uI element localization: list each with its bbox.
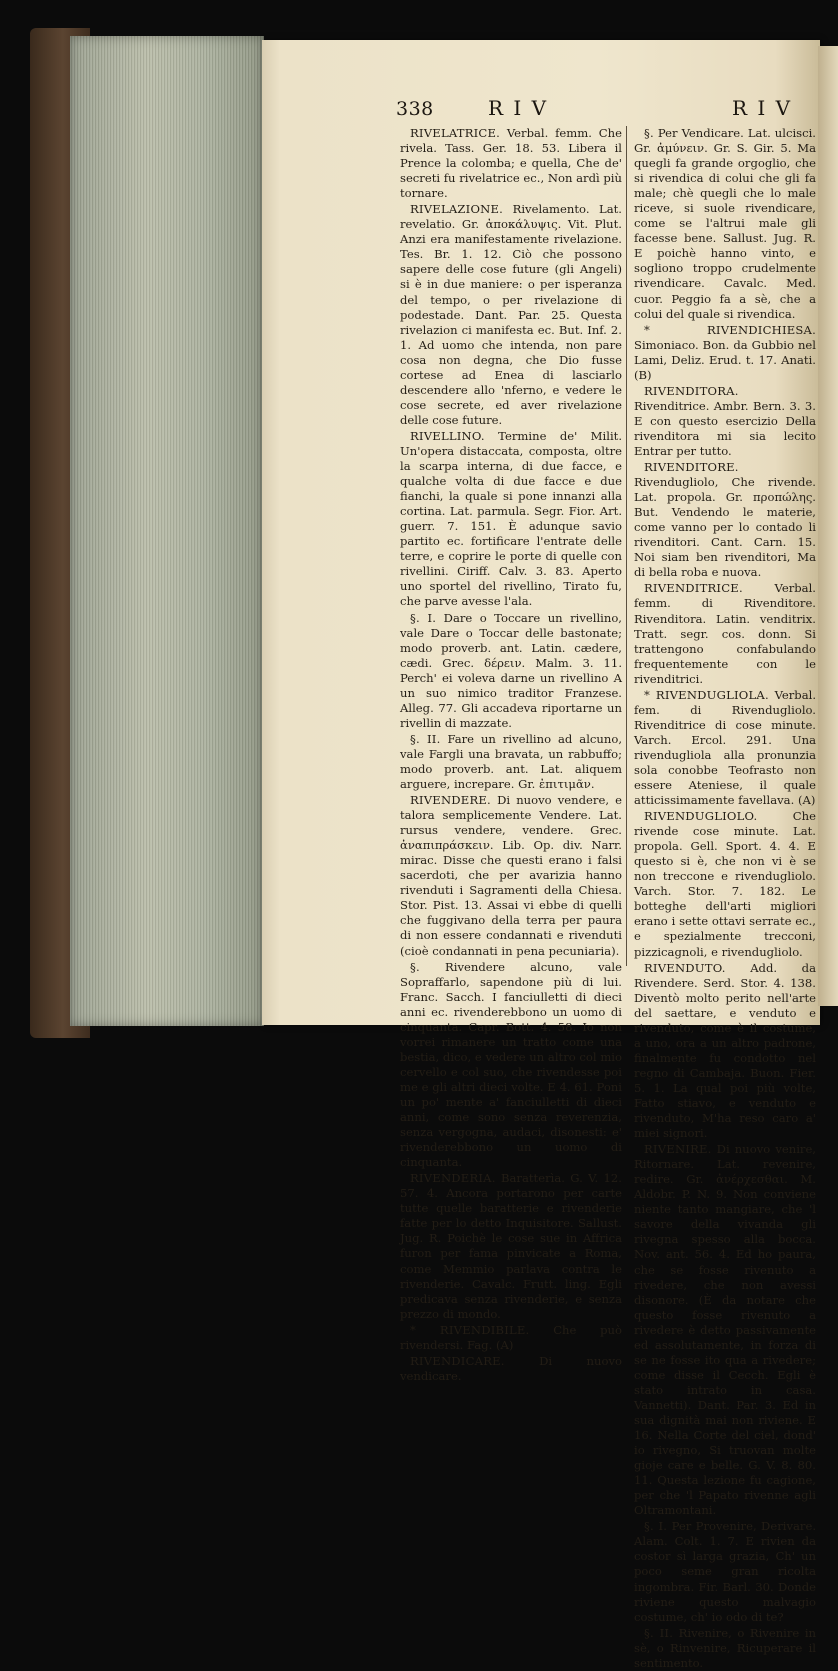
entry-text: Verbal. fem. di Rivendugliolo. Rivenditrice di cose minute. Varch. Ercol. 291. Una rivendugliola alla pronunzia sola conobbe Teofrasto non essere Ateniese, il quale atticissimamente favellava. (A) (634, 687, 817, 808)
book (30, 28, 838, 1670)
running-head-left: R I V (488, 96, 549, 120)
column-divider (626, 126, 627, 966)
entry-text: Per Vendicare. Lat. ulcisci. Gr. ἀμύνειν. Gr. S. Gir. 5. Ma quegli fa grande orgoglio, che si rivendica di colui che gli fa male; chè quegli che lo male riceve, si suole rivendicare, come se l'altrui male gli facesse bene. Sallust. Jug. R. E poichè hanno vinto, e sogliono troppo crudelmente rivendicare. Cavalc. Med. cuor. Peggio fa a sè, che a colui del quale si rivendica. (634, 126, 816, 321)
headword: RIVELAZIONE. (410, 202, 504, 217)
dictionary-entry (634, 809, 816, 959)
page-block-edge (70, 36, 264, 1026)
entry-text: Di nuovo venire, Ritornare. Lat. revenire, redire. Gr. ἀνέρχεσθαι. M. Aldobr. P. N. 9. Non conviene niente tanto mangiare, che 'l savore della vivanda gli rivegna spesso alla bocca. Nov. ant. 56. 4. Ed ho paura, che se fosse rivenuto a rivedere, che non avessi disonore. (È da notare che questo fosse rivenuto a rivedere è detto passivamente ed assolutamente, in forza di se ne fosse ito qua a rivedere; come disse il Cecch. Egli è stato intrato in casa. Vannetti). Dant. Par. 3. Ed in sua dignità mai non riviene. E 16. Nella Corte del ciel, dond' io rivegno, Si truovan molte gioje care e belle. G. V. 8. 80. 11. Questa lezione fu cagione, per che 'l Papato rivenne agli Oltramontani. (634, 1142, 816, 1518)
dictionary-entry (400, 960, 622, 1171)
dictionary-entry (400, 126, 622, 201)
dictionary-entry (634, 581, 816, 686)
entry-text: Rivendere alcuno, vale Sopraffarlo, sapendone più di lui. Franc. Sacch. I fanciulletti di dieci anni ec. rivenderebbono un uomo di cinquanta. Capr. Bott. 4. 58. Io non vorrei rimanere un tratto come una bestia, dico, e vedere un altro col mio cervello e col suo, che rivendesse poi me e gli altri dieci volte. E 4. 61. Poni un po' mente a' fanciulletti di dieci anni, come sono senza reverenzia, senza vergogna, audaci, disonesti: e' rivenderebbono un uomo di cinquanta. (400, 959, 622, 1170)
dictionary-entry (400, 429, 622, 610)
dictionary-entry (634, 1142, 816, 1518)
headword: RIVENIRE. (644, 1142, 712, 1157)
right-column (634, 126, 817, 1670)
headword: * RIVENDICHIESA. (644, 322, 816, 337)
dictionary-entry (400, 793, 622, 959)
headword: RIVENDERE. (410, 793, 491, 808)
headword: RIVENDITORA. (644, 383, 739, 398)
dictionary-entry (634, 1519, 816, 1624)
entry-text: Simoniaco. Bon. da Gubbio nel Lami, Deliz. Erud. t. 17. Anati. (B) (634, 337, 816, 382)
dictionary-entry (634, 1626, 816, 1671)
headword: §. II. (410, 731, 441, 746)
entry-text: Termine de' Milit. Un'opera distaccata, composta, oltre la scarpa interna, di due facce, e qualche volta di due facce e due fianchi, la quale si pone innanzi alla cortina. Lat. parmula. Segr. Fior. Art. guerr. 7. 151. È adunque savio partito ec. fortificare l'entrate delle terre, e coprire le porte di quelle con rivellini. Ciriff. Calv. 3. 83. Aperto uno sportel del rivellino, Tirato fu, che parve avesse l'ala. (400, 428, 623, 609)
entry-text: Rivenire, o Rivenire in sè, o Rinvenire, Ricuperare il sentimento. (634, 1625, 817, 1670)
left-column (400, 126, 623, 1383)
headword: RIVENDERIA. (410, 1171, 496, 1186)
dictionary-entry (400, 732, 622, 792)
headword: RIVELATRICE. (410, 126, 501, 140)
entry-text: Che può rivendersi. Fag. (A) (400, 1322, 622, 1352)
headword: §. I. (410, 610, 437, 625)
dictionary-entry (400, 1354, 622, 1384)
dictionary-entry (400, 202, 622, 428)
dictionary-entry (634, 126, 816, 322)
entry-text: Di nuovo vendicare. (400, 1353, 622, 1383)
entry-text: Dare o Toccare un rivellino, vale Dare o Toccar delle bastonate; modo proverb. ant. Latin. cædere, cædi. Grec. δέρειν. Malm. 3. 11. Perch' ei voleva darne un rivellino A un suo nimico traditor Franzese. Alleg. 77. Gli accadeva riportarne un rivellin di mazzate. (400, 610, 622, 730)
headword: §. II. (644, 1625, 674, 1640)
entry-text: Per Provenire, Derivare. Alam. Colt. 1. 7. E rivien da costor sì larga grazia, Ch' un poco seme gran ricolta ingombra. Fir. Barl. 30. Donde riviene questo malvagio costume, ch' io odo di te? (634, 1519, 817, 1624)
entry-text: Add. da Rivendere. Serd. Stor. 4. 138. Diventò molto perito nell'arte del saettare, e venduto e rivenduto, come è il costume, a uno, ora a un altro padrone, finalmente fu condotto nel regno di Cambaja. Buon. Fier. 5. 1. La qual poi più volte, Fatto stiavo, e venduto e rivenduto, M'ha reso caro a' miei signori. (634, 960, 816, 1141)
dictionary-entry (634, 460, 816, 580)
dictionary-entry (634, 323, 816, 383)
headword: RIVENDUGLIOLO. (644, 809, 758, 824)
headword: §. I. (644, 1519, 668, 1534)
dictionary-entry (634, 961, 816, 1142)
headword: RIVENDICARE. (410, 1353, 505, 1368)
headword: §. (644, 126, 654, 140)
headword: * RIVENDUGLIOLA. (644, 687, 769, 702)
entry-text: Rivelamento. Lat. revelatio. Gr. ἀποκάλυψις. Vit. Plut. Anzi era manifestamente rivelazione. Tes. Br. 1. 12. Ciò che possono sapere delle cose future (gli Angeli) si è in due maniere: o per isperanza del tempo, o per rivelazione di podestade. Dant. Par. 25. Questa rivelazion ci manifesta ec. But. Inf. 2. 1. Ad uomo che intenda, non pare cosa non degna, che Dio fusse cortese ad Enea di lasciarlo descendere allo 'nferno, e vedere le cose secrete, ed aver rivelazione delle cose future. (400, 202, 622, 427)
dictionary-entry (634, 688, 816, 808)
dictionary-page (262, 40, 820, 1670)
page-number: 338 (396, 98, 434, 120)
entry-text: Di nuovo vendere, e talora semplicemente Vendere. Lat. rursus vendere, vendere. Grec. ἀναπιπράσκειν. Lib. Op. div. Narr. mirac. Disse che questi erano i falsi sacerdoti, che per avarizia hanno rivenduti i Sagramenti della Chiesa. Stor. Pist. 13. Assai vi ebbe di quelli che fuggivano della terra per paura di non essere condannati e rivenduti (cioè condannati in pena pecuniaria). (400, 793, 622, 958)
headword: RIVENDUTO. (644, 960, 726, 975)
entry-text: Fare un rivellino ad alcuno, vale Fargli una bravata, un rabbuffo; modo proverb. ant. Lat. aliquem arguere, increpare. Gr. ἐπιτιμᾶν. (400, 731, 623, 792)
headword: §. (410, 959, 420, 974)
headword: RIVENDITORE. (644, 460, 739, 475)
running-head-right: R I V (732, 96, 793, 120)
entry-text: Verbal. femm. di Rivenditore. Rivenditora. Latin. venditrix. Tratt. segr. cos. donn. Si trattengono confabulando frequentemente con le rivenditrici. (634, 581, 816, 686)
headword: RIVENDITRICE. (644, 581, 743, 596)
facing-page-edge (818, 46, 838, 1006)
entry-text: Rivendugliolo, Che rivende. Lat. propola. Gr. προπώλης. But. Vendendo le materie, come vanno per lo contado li rivenditori. Cant. Carn. 15. Noi siam ben rivenditori, Ma di bella roba e nuova. (634, 475, 816, 580)
dictionary-entry (634, 384, 816, 459)
entry-text: Baratterìa. G. V. 12. 57. 4. Ancora portarono per carte tutte quelle baratterie e rivenderie fatte per lo detto Inquisitore. Sallust. Jug. R. Poichè le cose sue in Affrica furon per fama pinvicate a Roma, come Memmio parlava contra le rivenderie. Cavalc. Frutt. ling. Egli predicava senza rivenderie, e senza prezzo di mondo. (400, 1171, 622, 1321)
headword: RIVELLINO. (410, 428, 485, 443)
entry-text: Verbal. femm. Che rivela. Tass. Ger. 18. 53. Libera il Prence la colomba; e quella, Che de' secreti fu rivelatrice ec., Non ardì più tornare. (400, 126, 622, 201)
entry-text: Che rivende cose minute. Lat. propola. Gell. Sport. 4. 4. E questo si è, che non vi è se non treccone e rivendugliolo. Varch. Stor. 7. 182. Le botteghe dell'arti migliori erano i sette ottavi serrate ec., e spezialmente trecconi, pizzicagnoli, e rivendugliolo. (634, 809, 816, 959)
dictionary-entry (400, 1171, 622, 1321)
dictionary-entry (400, 611, 622, 731)
dictionary-entry (400, 1323, 622, 1353)
headword: * RIVENDIBILE. (410, 1322, 530, 1337)
entry-text: Rivenditrice. Ambr. Bern. 3. 3. E con questo esercizio Della rivenditora mi sia lecito Entrar per tutto. (634, 398, 816, 458)
